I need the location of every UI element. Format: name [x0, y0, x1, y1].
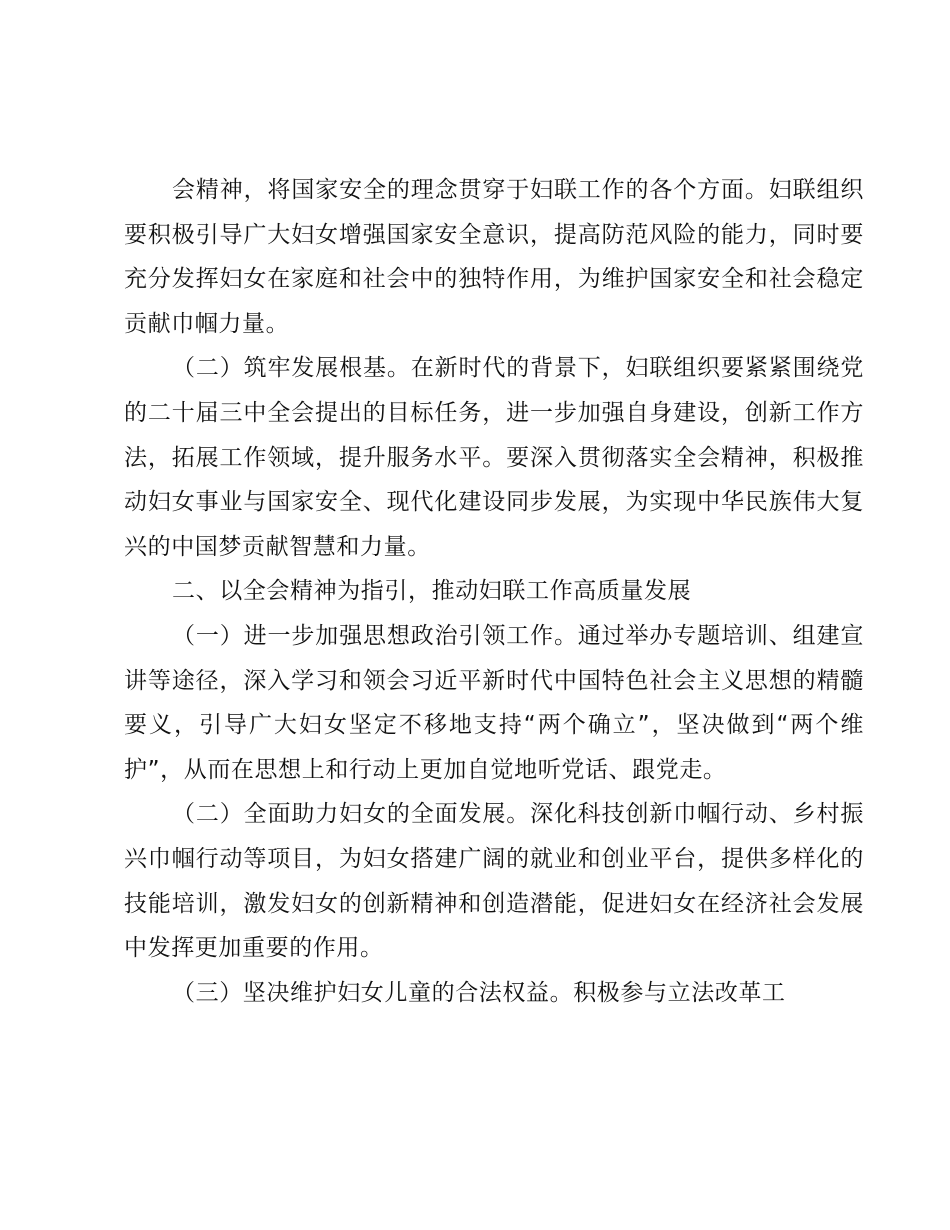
- paragraph-rights-protection: （三）坚决维护妇女儿童的合法权益。积极参与立法改革工: [172, 979, 786, 1006]
- paragraph-national-security: 会精神，将国家安全的理念贯穿于妇联工作的各个方面。妇联组织要积极引导广大妇女增强国家安全意识，提高防范风险的能力，同时要充分发挥妇女在家庭和社会中的独特作用，为维护国家安全和社会稳定贡献巾帼力量。: [124, 177, 864, 337]
- section-heading-two: 二、以全会精神为指引，推动妇联工作高质量发展: [172, 578, 692, 605]
- paragraph-women-development: （二）全面助力妇女的全面发展。深化科技创新巾帼行动、乡村振兴巾帼行动等项目，为妇女搭建广阔的就业和创业平台，提供多样化的技能培训，激发妇女的创新精神和创造潜能，促进妇女在经济社会发展中发挥更加重要的作用。: [124, 801, 864, 962]
- document-page: [124, 168, 864, 1015]
- paragraph-ideological-guidance: （一）进一步加强思想政治引领工作。通过举办专题培训、组建宣讲等途径，深入学习和领会习近平新时代中国特色社会主义思想的精髓要义，引导广大妇女坚定不移地支持“两个确立”，坚决做到“两个维护”，从而在思想上和行动上更加自觉地听党话、跟党走。: [124, 622, 864, 783]
- paragraph-development-foundation: （二）筑牢发展根基。在新时代的背景下，妇联组织要紧紧围绕党的二十届三中全会提出的目标任务，进一步加强自身建设，创新工作方法，拓展工作领域，提升服务水平。要深入贯彻落实全会精神，积极推动妇女事业与国家安全、现代化建设同步发展，为实现中华民族伟大复兴的中国梦贡献智慧和力量。: [124, 355, 864, 560]
